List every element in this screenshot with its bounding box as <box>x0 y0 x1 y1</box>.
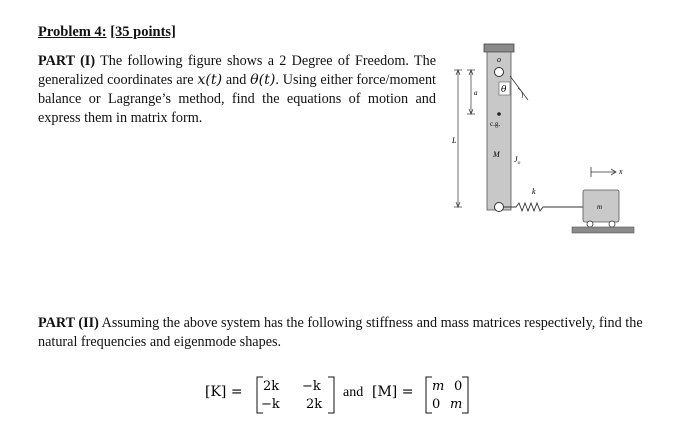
part1-paragraph <box>38 52 436 128</box>
mass-M-label: M <box>493 150 500 159</box>
part2-label: PART (II) <box>38 315 99 331</box>
K-bracket-right <box>328 377 334 413</box>
inertia-Jo-label: $J_o$ <box>514 155 521 166</box>
part2-paragraph <box>38 314 668 352</box>
ground <box>572 227 634 233</box>
coord-x: x(t) <box>197 72 223 88</box>
M-cell-11: m <box>432 379 445 394</box>
part2-text: Assuming the above system has the following stiffness and mass matrices respectively, find the natural frequencies and eigenmode shapes. <box>38 315 643 350</box>
K-cell-12: −k <box>302 379 321 394</box>
top-support <box>484 44 514 52</box>
matrix-equations <box>0 370 700 420</box>
and-word: and <box>343 385 364 400</box>
part1-text-b: . Using either force/moment balance or Lagrange’s method, find the equations of motion and express them in matrix form. <box>38 72 436 126</box>
problem-title <box>38 24 176 41</box>
M-cell-12: 0 <box>454 379 463 394</box>
K-cell-11: 2k <box>263 379 280 394</box>
pivot-label: o <box>497 55 501 64</box>
L-label: L <box>452 136 457 145</box>
problem-points: [35 points] <box>110 24 176 40</box>
theta-arc <box>518 88 523 98</box>
part1-and: and <box>222 72 251 88</box>
M-cell-21: 0 <box>432 397 441 412</box>
M-bracket-right <box>462 377 468 413</box>
K-cell-22: 2k <box>306 397 323 412</box>
x-label: x <box>619 167 623 176</box>
M-lhs: [M] = <box>372 384 414 400</box>
M-cell-22: m <box>450 397 463 412</box>
cart-m-label: m <box>597 203 603 211</box>
part1-label: PART (I) <box>38 53 96 69</box>
pivot-joint <box>495 68 504 77</box>
a-label: a <box>474 89 478 97</box>
bottom-joint <box>495 203 504 212</box>
problem-number: Problem 4: <box>38 24 107 40</box>
vertical-reference-line <box>510 76 528 100</box>
part1-text-a: The following figure shows a 2 Degree of Freedom. The generalized coordinates are <box>38 53 436 88</box>
coord-theta: θ(t) <box>250 72 276 88</box>
K-cell-21: −k <box>261 397 280 412</box>
pendulum-cart-figure <box>448 40 648 245</box>
cg-point <box>497 112 501 116</box>
cart-wheel-right <box>609 221 615 227</box>
theta-label: θ <box>501 85 507 95</box>
spring-k <box>504 203 583 211</box>
spring-k-label: k <box>532 187 536 196</box>
K-lhs: [K] = <box>205 384 243 400</box>
cg-label: c.g. <box>490 120 501 128</box>
cart-wheel-left <box>587 221 593 227</box>
